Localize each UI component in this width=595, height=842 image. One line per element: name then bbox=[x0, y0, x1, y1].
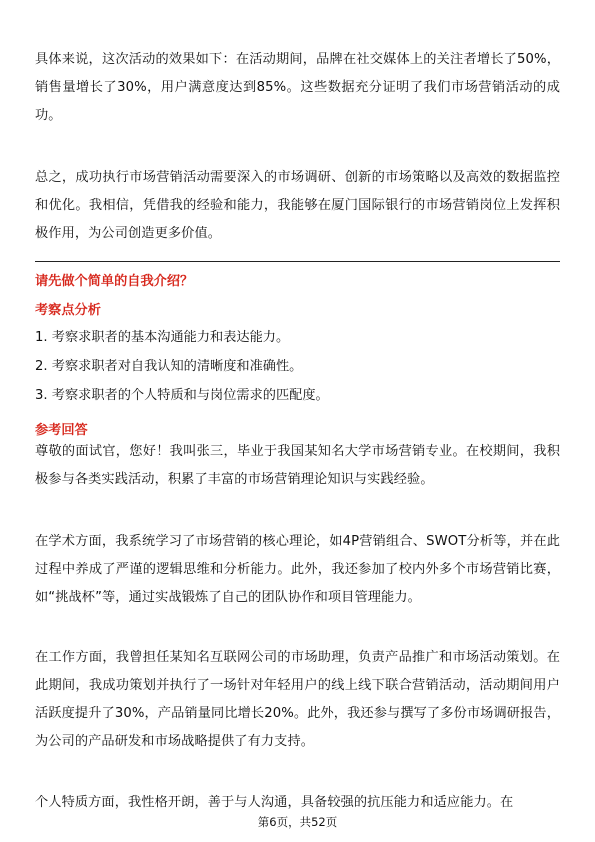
list-item: 2. 考察求职者对自我认知的清晰度和准确性。 bbox=[35, 359, 303, 374]
list-item: 3. 考察求职者的个人特质和与岗位需求的匹配度。 bbox=[35, 388, 329, 403]
body-paragraph: 总之，成功执行市场营销活动需要深入的市场调研、创新的市场策略以及高效的数据监控和优化。我相信，凭借我的经验和能力，我能够在厦门国际银行的市场营销岗位上发挥积极作用，为公司创造更多价值。 bbox=[35, 170, 560, 241]
body-paragraph: 具体来说，这次活动的效果如下：在活动期间，品牌在社交媒体上的关注者增长了50%，销售量增长了30%，用户满意度达到85%。这些数据充分证明了我们市场营销活动的成功。 bbox=[35, 52, 560, 123]
answer-paragraph: 个人特质方面，我性格开朗，善于与人沟通，具备较强的抗压能力和适应能力。在 bbox=[35, 795, 514, 810]
list-item: 1. 考察求职者的基本沟通能力和表达能力。 bbox=[35, 330, 290, 345]
answer-paragraph: 尊敬的面试官，您好！我叫张三，毕业于我国某知名大学市场营销专业。在校期间，我积极参与各类实践活动，积累了丰富的市场营销理论知识与实践经验。 bbox=[35, 444, 560, 487]
question-title: 请先做个简单的自我介绍？ bbox=[35, 274, 194, 289]
answer-paragraph: 在工作方面，我曾担任某知名互联网公司的市场助理，负责产品推广和市场活动策划。在此期间，我成功策划并执行了一场针对年轻用户的线上线下联合营销活动，活动期间用户活跃度提升了30%，产品销量同比增长20%。此外，我还参与撰写了多份市场调研报告，为公司的产品研发和市场战略提供了有力支持。 bbox=[35, 650, 560, 749]
analysis-heading: 考察点分析 bbox=[35, 303, 101, 318]
answer-heading: 参考回答 bbox=[35, 423, 88, 438]
page-number: 第6页，共52页 bbox=[257, 815, 338, 829]
analysis-list bbox=[35, 323, 329, 410]
section-divider bbox=[35, 261, 560, 262]
answer-paragraph: 在学术方面，我系统学习了市场营销的核心理论，如4P营销组合、SWOT分析等，并在此过程中养成了严谨的逻辑思维和分析能力。此外，我还参加了校内外多个市场营销比赛，如“挑战杯”等，通过实战锻炼了自己的团队协作和项目管理能力。 bbox=[35, 534, 560, 605]
